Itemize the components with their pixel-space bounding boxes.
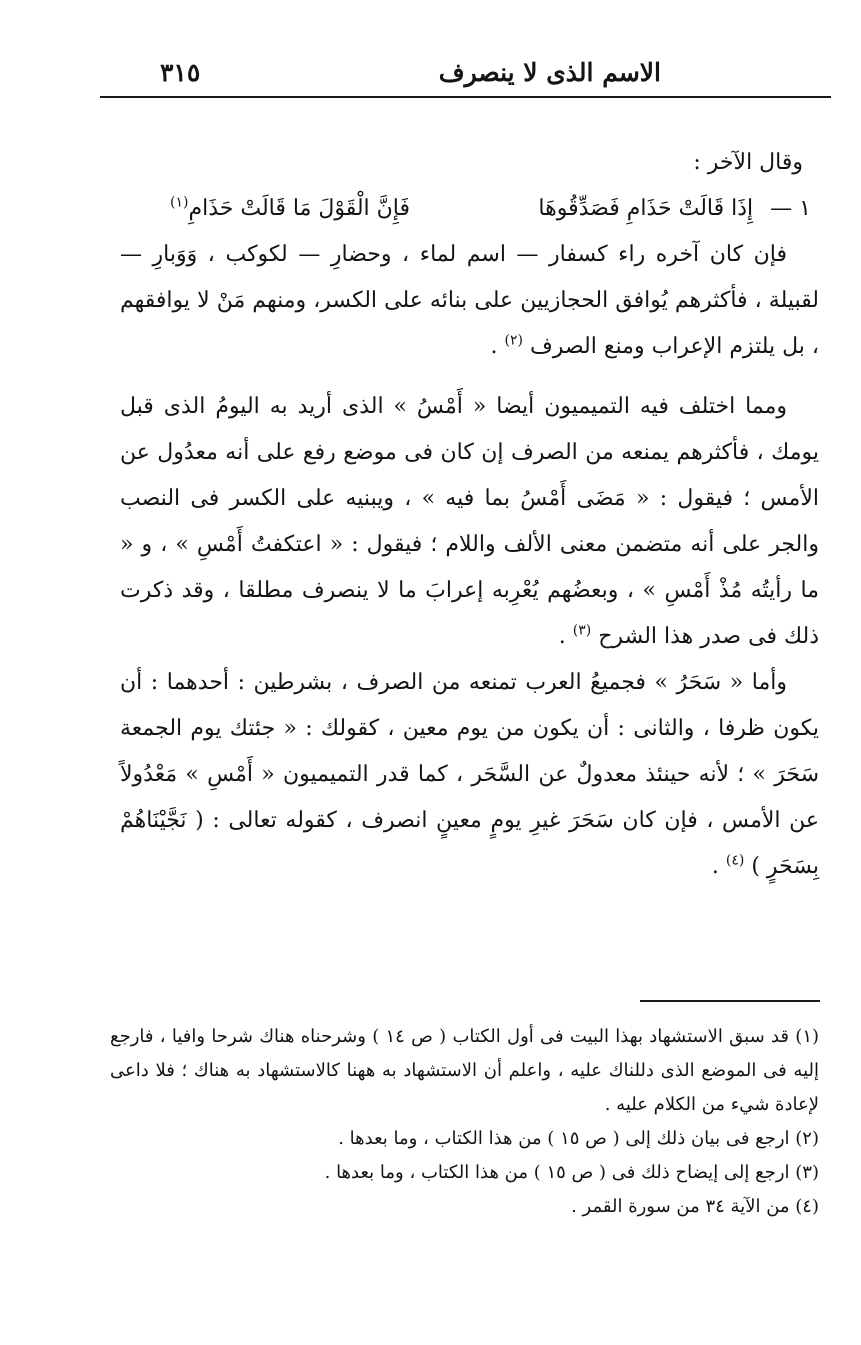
main-text (120, 140, 819, 890)
verse-line (120, 186, 819, 232)
footnote-2: (٢) ارجع فى بيان ذلك إلى ( ص ١٥ ) من هذا الكتاب ، وما بعدها . (338, 1128, 819, 1149)
footnote-ref-1[interactable]: (١) (170, 194, 189, 211)
paragraph-3: وأما « سَحَرُ » فجميعُ العرب تمنعه من الصرف ، بشرطين : أحدهما : أن يكون ظرفا ، والثانى : أن يكون من يوم معين ، كقولك : « جئتك يوم الجمعة سَحَرَ » ؛ لأنه حينئذ معدولٌ عن السَّحَر ، كما قدر التميميون « أَمْسِ » مَعْدُولاً عن الأمس ، فإن كان سَحَرَ غيرِ يومٍ معينٍ انصرف ، كقوله تعالى : ( نَجَّيْنَاهُمْ بِسَحَرٍ ) $^{(٤)}$ . (120, 670, 819, 879)
page-number: ٣١٥ (160, 58, 201, 87)
paragraph-gap (120, 370, 819, 384)
footnote-ref-2[interactable]: (٢) (504, 332, 523, 349)
header-rule (100, 96, 831, 98)
running-head (160, 58, 661, 98)
paragraph-2-text: ومما اختلف فيه التميميون أيضا « أَمْسُ » الذى أريد به اليومُ الذى قبل يومك ، فأكثرهم يمنعه من الصرف إن كان فى موضع رفع على أنه معدُول عن الأمس ؛ فيقول : « مَضَى أَمْسُ بما فيه » ، ويبنيه على الكسر فى النصب والجر على أنه متضمن معنى الألف واللام ؛ فيقول : « اعتكفتُ أَمْسِ » ، و « ما رأيتُه مُذْ أَمْسِ » ، وبعضُهم يُعْرِبه إعرابَ ما لا ينصرف مطلقا ، وقد ذكرت ذلك فى صدر هذا الشرح (120, 394, 819, 649)
footnote-1: (١) قد سبق الاستشهاد بهذا البيت فى أول الكتاب ( ص ١٤ ) وشرحناه هناك شرحا وافيا ، فارجع إليه فى الموضع الذى دللناك عليه ، واعلم أن الاستشهاد به ههنا كالاستشهاد به هناك ؛ فلا داعى لإعادة شيء من الكلام عليه . (110, 1026, 820, 1115)
verse-intro: وقال الآخر : (693, 150, 803, 175)
paragraph-2: ومما اختلف فيه التميميون أيضا « أَمْسُ » الذى أريد به اليومُ الذى قبل يومك ، فأكثرهم يمنعه من الصرف إن كان فى موضع رفع على أنه معدُول عن الأمس ؛ فيقول : « مَضَى أَمْسُ بما فيه » ، ويبنيه على الكسر فى النصب والجر على أنه متضمن معنى الألف واللام ؛ فيقول : « اعتكفتُ أَمْسِ » ، و « ما رأيتُه مُذْ أَمْسِ » ، وبعضُهم يُعْرِبه إعرابَ ما لا ينصرف مطلقا ، وقد ذكرت ذلك فى صدر هذا الشرح $^{(٣)}$ . (120, 394, 819, 649)
paragraph-1-text: فإن كان آخره راء كسفار — اسم لماء ، وحضارِ — لكوكب ، وَوَبارِ — لقبيلة ، فأكثرهم يُوافق الحجازيين على بنائه على الكسر، ومنهم مَنْ لا يوافقهم ، بل يلتزم الإعراب ومنع الصرف (120, 242, 819, 359)
verse-second-half: فَإِنَّ الْقَوْلَ مَا قَالَتْ حَذَامِ (188, 196, 411, 221)
paragraph-3-text: وأما « سَحَرُ » فجميعُ العرب تمنعه من الصرف ، بشرطين : أحدهما : أن يكون ظرفا ، والثانى : أن يكون من يوم معين ، كقولك : « جئتك يوم الجمعة سَحَرَ » ؛ لأنه حينئذ معدولٌ عن السَّحَر ، كما قدر التميميون « أَمْسِ » مَعْدُولاً عن الأمس ، فإن كان سَحَرَ غيرِ يومٍ معينٍ انصرف ، كقوله تعالى : ( نَجَّيْنَاهُمْ بِسَحَرٍ ) (120, 670, 819, 879)
verse-first-half: إِذَا قَالَتْ حَذَامِ فَصَدِّقُوهَا (538, 196, 754, 221)
verse-number: ١ — (770, 196, 811, 221)
footnote-3: (٣) ارجع إلى إيضاح ذلك فى ( ص ١٥ ) من هذا الكتاب ، وما بعدها . (324, 1162, 819, 1183)
verse-first-hemistich (538, 186, 811, 232)
paragraph-1: فإن كان آخره راء كسفار — اسم لماء ، وحضارِ — لكوكب ، وَوَبارِ — لقبيلة ، فأكثرهم يُوافق الحجازيين على بنائه على الكسر، ومنهم مَنْ لا يوافقهم ، بل يلتزم الإعراب ومنع الصرف $^{(٢)}$ . (120, 242, 819, 359)
footnote-ref-3[interactable]: (٣) (572, 622, 592, 639)
verse-second-hemistich (170, 186, 410, 232)
footnotes (110, 1020, 819, 1224)
footnote-ref-4[interactable]: (٤) (725, 852, 745, 869)
chapter-title: الاسم الذى لا ينصرف (438, 58, 661, 87)
footnote-separator (640, 1000, 820, 1002)
footnote-4: (٤) من الآية ٣٤ من سورة القمر . (571, 1196, 819, 1217)
